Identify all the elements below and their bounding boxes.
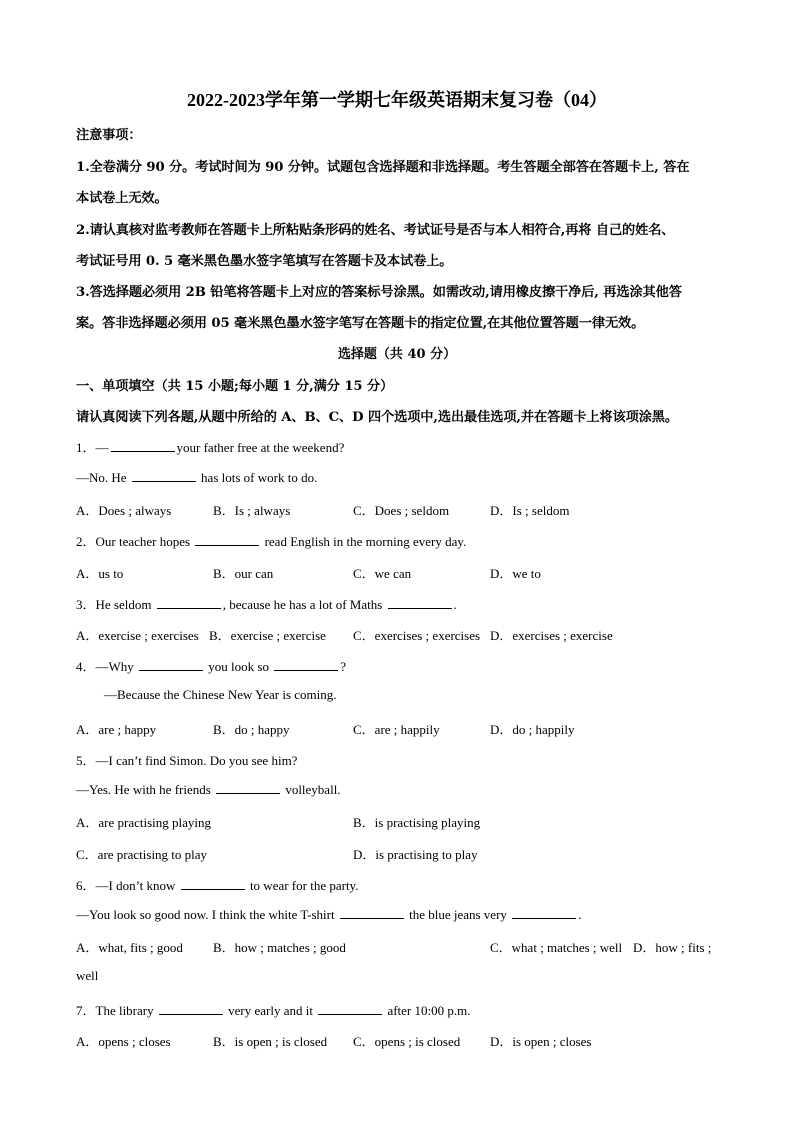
part1-instruction: 请认真阅读下列各题,从题中所给的 A、B、C、D 四个选项中,选出最佳选项,并在答题卡上将该项涂黑。 (76, 410, 678, 425)
question-stem (76, 781, 341, 798)
option-d: D．how ; fits ; (633, 940, 712, 955)
option-c: C．what ; matches ; well (490, 940, 623, 955)
stem-text: the blue jeans very (405, 907, 511, 922)
stem-text: . (453, 597, 457, 612)
stem-text: 1．— (76, 440, 109, 455)
stem-text: . (578, 907, 582, 922)
stem-text: 4．—Why (76, 659, 138, 674)
question-stem (76, 469, 317, 486)
stem-text: very early and it (224, 1003, 317, 1018)
answer-blank (216, 781, 280, 794)
option-b: B．do ; happy (213, 722, 290, 737)
answer-blank (157, 596, 221, 609)
notice-line: 1.全卷满分 90 分。考试时间为 90 分钟。试题包含选择题和非选择题。考生答题全部答在答题卡上, 答在 (76, 160, 690, 175)
option-b: B．is open ; is closed (213, 1034, 328, 1049)
answer-blank (181, 877, 245, 890)
option-d: D．exercises ; exercise (490, 628, 613, 643)
question-stem (76, 656, 346, 675)
notice-heading: 注意事项： (76, 128, 142, 143)
stem-text: 5．—I can’t find Simon. Do you see him? (76, 753, 298, 768)
page-title: 2022-2023学年第一学期七年级英语期末复习卷（04） (187, 90, 607, 110)
question-stem (76, 906, 581, 923)
stem-text: volleyball. (282, 782, 341, 797)
answer-blank (159, 1002, 223, 1015)
option-b: B．how ; matches ; good (213, 940, 346, 955)
option-a: A．exercise ; exercises (76, 628, 199, 643)
stem-text: 6．—I don’t know (76, 878, 179, 893)
stem-text: 3．He seldom (76, 597, 155, 612)
option-d: D．is practising to play (353, 847, 478, 862)
question-stem (76, 531, 466, 550)
option-a: A．what, fits ; good (76, 940, 183, 955)
stem-text: has lots of work to do. (197, 470, 318, 485)
option-b: B．Is ; always (213, 503, 291, 518)
option-a: A．Does ; always (76, 503, 172, 518)
answer-blank (340, 906, 404, 919)
stem-text: 2．Our teacher hopes (76, 534, 194, 549)
option-a: A．opens ; closes (76, 1034, 171, 1049)
stem-text: read English in the morning every day. (261, 534, 467, 549)
question-stem (76, 437, 344, 456)
stem-text: —No. He (76, 470, 130, 485)
option-b: B．is practising playing (353, 815, 481, 830)
stem-text: ? (340, 659, 346, 674)
notice-line: 案。答非选择题必须用 05 毫米黑色墨水签字笔写在答题卡的指定位置,在其他位置答题一律无效。 (76, 316, 645, 331)
stem-text: , because he has a lot of Maths (222, 597, 386, 612)
option-c: C．exercises ; exercises (353, 628, 481, 643)
question-stem (76, 594, 457, 613)
option-c: C．are practising to play (76, 847, 208, 862)
notice-line: 本试卷上无效。 (76, 191, 168, 206)
option-a: A．are ; happy (76, 722, 157, 737)
option-a: A．us to (76, 566, 124, 581)
option-d-continued: well (76, 968, 99, 983)
option-c: C．opens ; is closed (353, 1034, 461, 1049)
notice-line: 2.请认真核对监考教师在答题卡上所粘贴条形码的姓名、考试证号是否与本人相符合,再将 自己的姓名、 (76, 223, 675, 238)
option-c: C．we can (353, 566, 412, 581)
option-d: D．Is ; seldom (490, 503, 570, 518)
answer-blank (318, 1002, 382, 1015)
question-stem (76, 875, 358, 894)
stem-text: —You look so good now. I think the white T-shirt (76, 907, 338, 922)
stem-text: 7．The library (76, 1003, 157, 1018)
question-stem (76, 750, 297, 769)
answer-blank (274, 658, 338, 671)
stem-text: you look so (205, 659, 273, 674)
section-title: 选择题（共 40 分） (337, 347, 457, 362)
option-b: B．our can (213, 566, 274, 581)
option-b: B．exercise ; exercise (209, 628, 326, 643)
option-c: C．are ; happily (353, 722, 440, 737)
option-a: A．are practising playing (76, 815, 212, 830)
stem-text: —Yes. He with he friends (76, 782, 215, 797)
question-stem (76, 1000, 471, 1019)
stem-text: to wear for the party. (246, 878, 359, 893)
part1-heading: 一、单项填空（共 15 小题;每小题 1 分,满分 15 分） (76, 379, 394, 394)
stem-text: after 10:00 p.m. (384, 1003, 471, 1018)
option-c: C．Does ; seldom (353, 503, 450, 518)
answer-blank (139, 658, 203, 671)
answer-blank (111, 439, 175, 452)
answer-blank (512, 906, 576, 919)
answer-blank (195, 533, 259, 546)
notice-line: 考试证号用 0. 5 毫米黑色墨水签字笔填写在答题卡及本试卷上。 (76, 254, 453, 269)
answer-blank (388, 596, 452, 609)
option-d: D．do ; happily (490, 722, 575, 737)
stem-text: —Because the Chinese New Year is coming. (104, 687, 337, 702)
notice-line: 3.答选择题必须用 2B 铅笔将答题卡上对应的答案标号涂黑。如需改动,请用橡皮擦干净后, 再选涂其他答 (76, 285, 682, 300)
question-stem (104, 687, 337, 703)
option-d: D．is open ; closes (490, 1034, 592, 1049)
stem-text: your father free at the weekend? (176, 440, 345, 455)
option-d: D．we to (490, 566, 541, 581)
answer-blank (132, 469, 196, 482)
